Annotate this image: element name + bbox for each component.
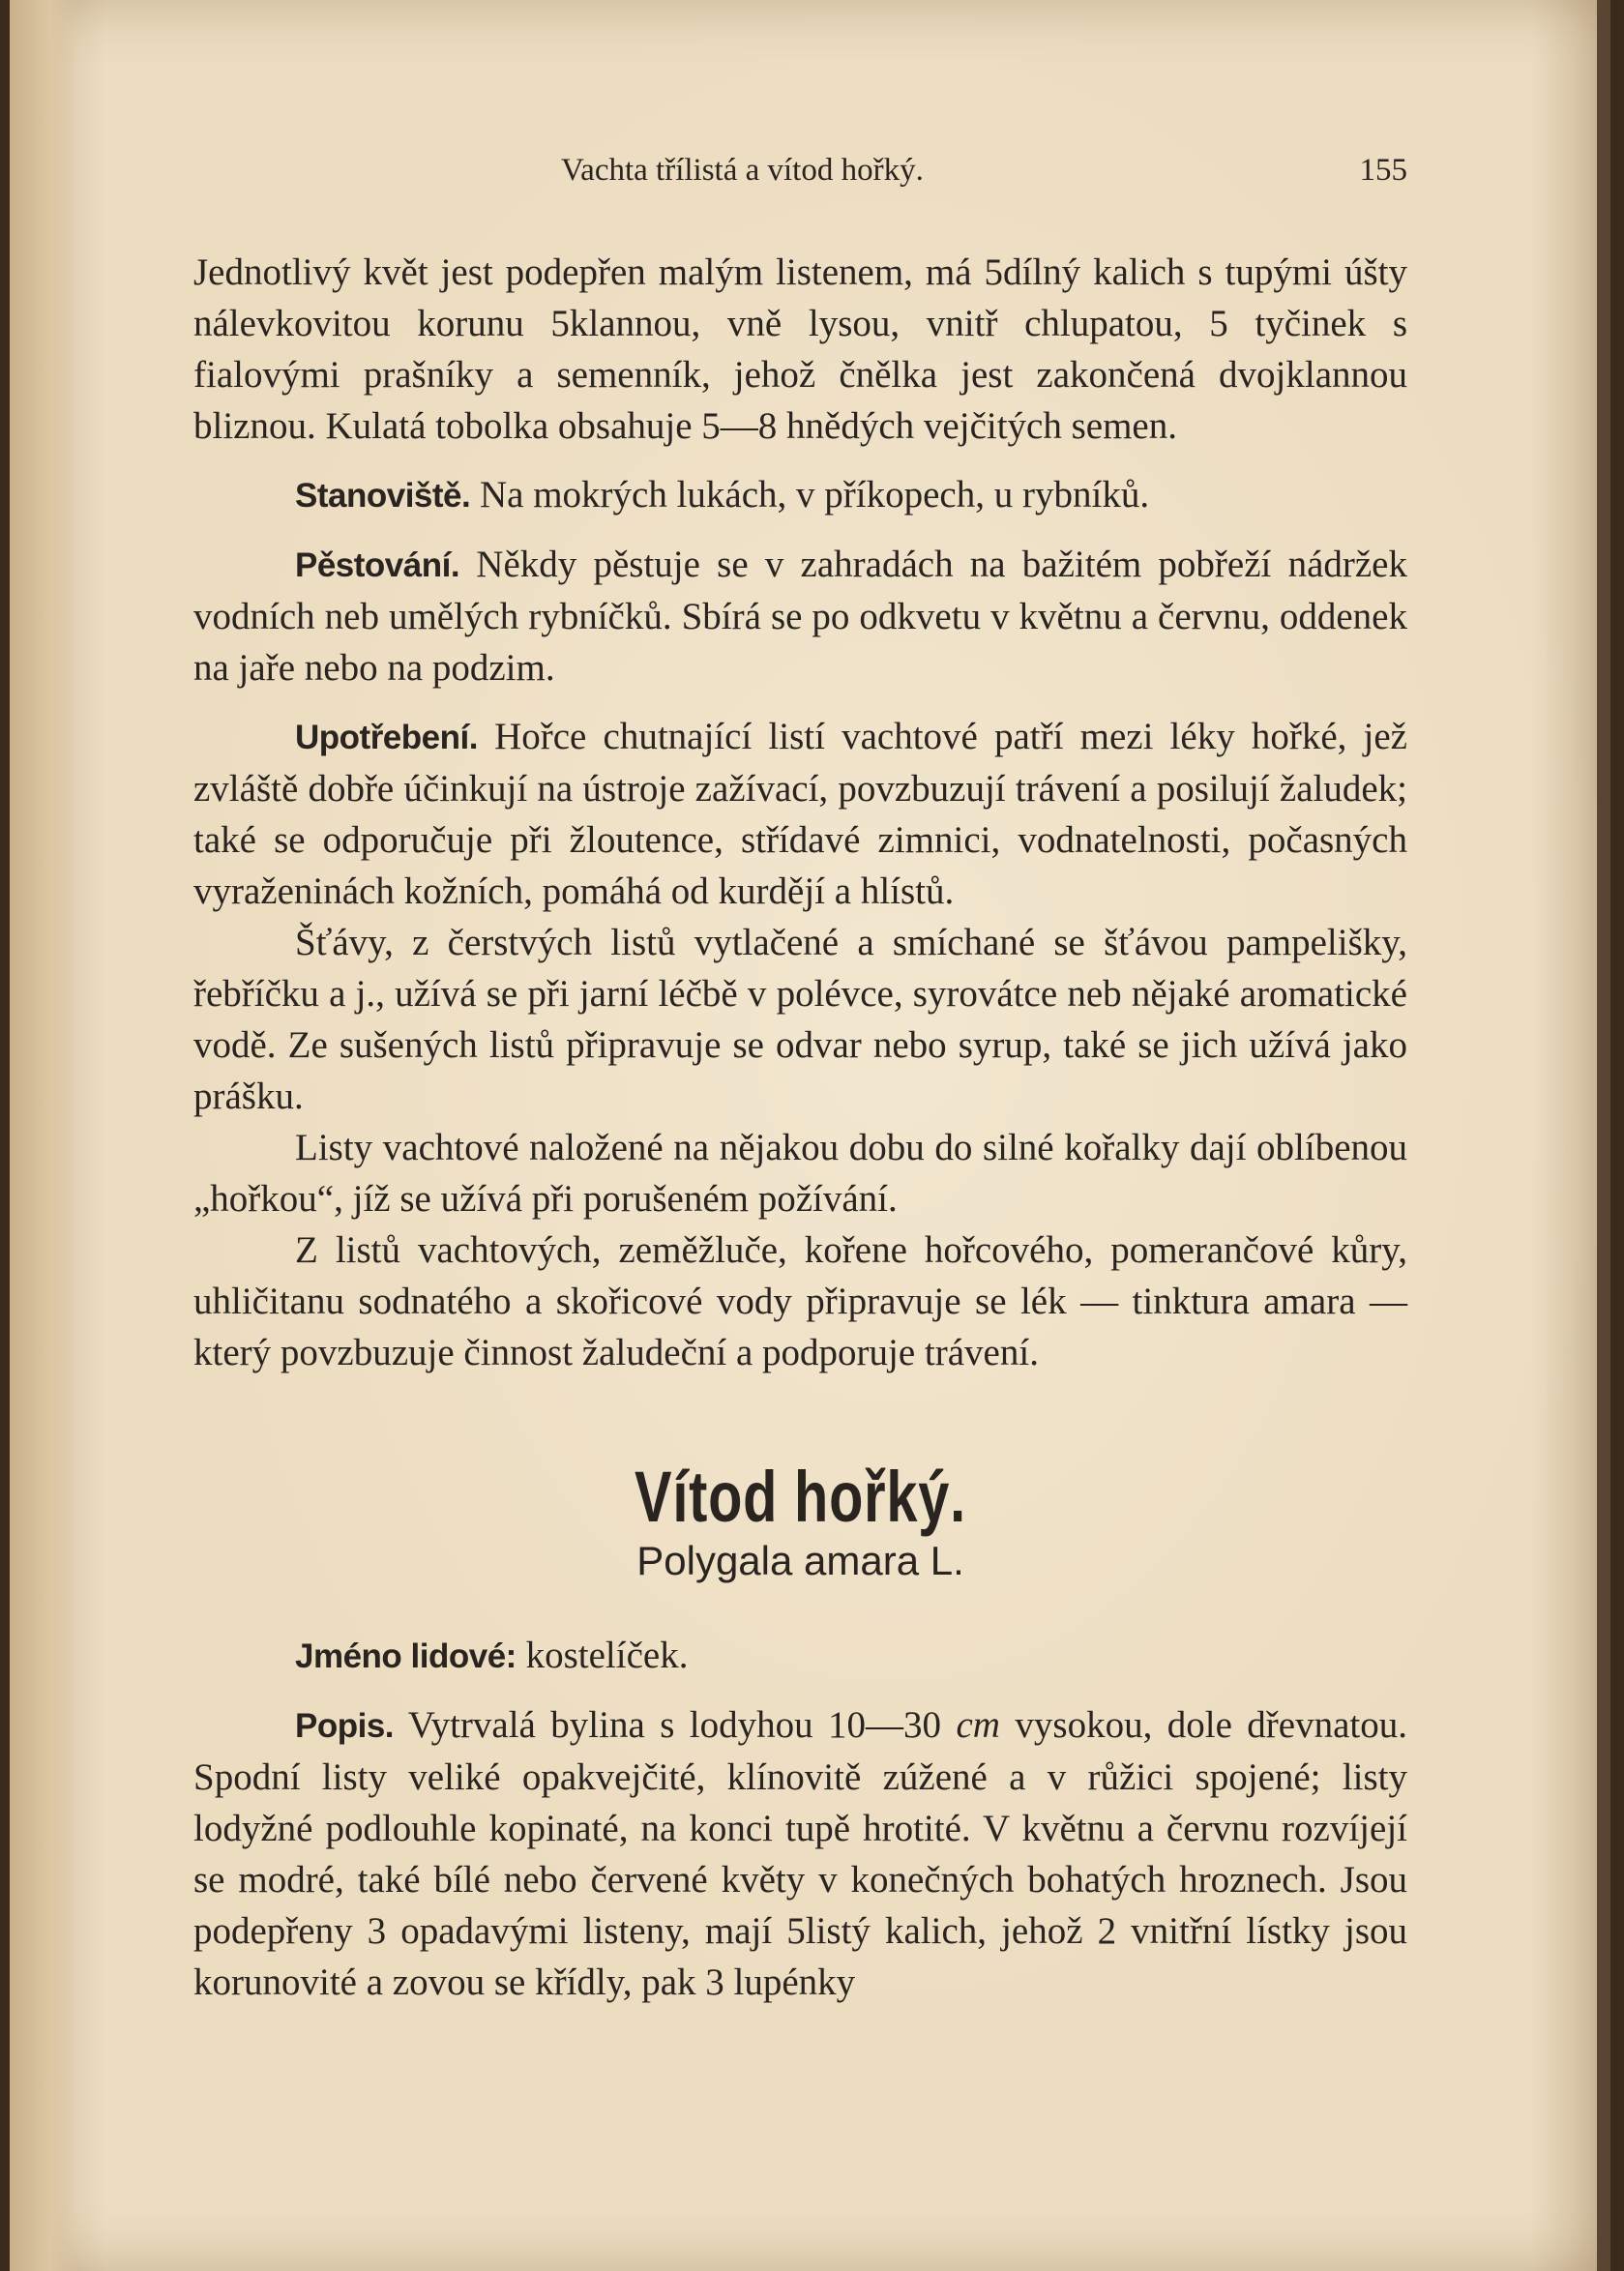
unit-cm: cm	[956, 1704, 1000, 1746]
section-title: Vítod hořký.	[635, 1457, 966, 1537]
paragraph-jmeno	[193, 1630, 1407, 1682]
label-jmeno: Jméno lidové:	[295, 1637, 517, 1675]
book-page	[10, 0, 1610, 2271]
paragraph-z-listu: Z listů vachtových, zeměžluče, kořene hořcového, pomerančové kůry, uhličitanu sodnatého a skořicové vody připravuje se lék — tinktura amara — který povzbuzuje činnost žaludeční a podporuje trávení.	[193, 1229, 1407, 1373]
page-number: 155	[1359, 153, 1407, 188]
paragraph-stanoviste	[193, 469, 1407, 521]
text-pestovani: Někdy pěstuje se v zahradách na bažitém pobřeží nádržek vodních neb umělých rybníčků. Sbírá se po odkvetu v květnu a červnu, oddenek na jaře nebo na podzim.	[193, 544, 1407, 689]
paragraph-popis	[193, 1699, 1407, 2008]
paragraph-listy: Listy vachtové naložené na nějakou dobu do silné kořalky dají oblíbenou „hořkou“, jíž se užívá při porušeném požívání.	[193, 1127, 1407, 1220]
running-title: Vachta třílistá a vítod hořký.	[561, 153, 924, 188]
text-upotrebeni: Hořce chutnající listí vachtové patří mezi léky hořké, jež zvláště dobře účinkují na ústroje zažívací, povzbuzují trávení a posilují žaludek; také se odporučuje při žloutence, střídavé zimnici, vodnatelnosti, počasných vyraženinách kožních, pomáhá od kurdějí a hlístů.	[193, 716, 1407, 912]
label-upotrebeni: Upotřebení.	[295, 719, 478, 756]
latin-name: Polygala amara L.	[636, 1538, 964, 1583]
paragraph-upotrebeni	[193, 711, 1407, 917]
text-stanoviste: Na mokrých lukách, v příkopech, u rybníků.	[470, 474, 1150, 516]
paragraph-continuation: Jednotlivý květ jest podepřen malým listenem, má 5dílný kalich s tupými úšty nálevkovitou korunu 5klannou, vně lysou, vnitř chlupatou, 5 tyčinek s fialovými prašníky a semenník, jehož čnělka jest zakončená dvojklannou bliznou. Kulatá tobolka obsahuje 5—8 hnědých vejčitých semen.	[193, 251, 1407, 447]
page-gutter-shadow	[10, 0, 77, 2271]
label-popis: Popis.	[295, 1707, 395, 1745]
page-right-edge	[1597, 0, 1610, 2271]
section-vitod-body	[193, 1630, 1407, 2008]
paragraph-stavy: Šťávy, z čerstvých listů vytlačené a smíchané se šťávou pampelišky, řebříčku a j., užívá se při jarní léčbě v polévce, syrovátce neb nějaké aromatické vodě. Ze sušených listů připravuje se odvar nebo syrup, také se jich užívá jako prášku.	[193, 922, 1407, 1117]
text-popis-2: vysokou, dole dřevnatou. Spodní listy veliké opakvejčité, klínovitě zúžené a v růžici spojené; listy lodyžné podlouhle kopinaté, na konci tupě hrotité. V květnu a červnu rozvíjejí se modré, také bílé nebo červené květy v konečných bohatých hroznech. Jsou podepřeny 3 opadavými listeny, mají 5listý kalich, jehož 2 vnitřní lístky jsou korunovité a zovou se křídly, pak 3 lupénky	[193, 1704, 1407, 2003]
text-popis-1: Vytrvalá bylina s lodyhou 10—30	[394, 1704, 957, 1746]
label-pestovani: Pěstování.	[295, 546, 460, 584]
text-jmeno: kostelíček.	[516, 1635, 689, 1676]
section-vachta-body	[193, 247, 1407, 1378]
label-stanoviste: Stanoviště.	[295, 477, 471, 515]
running-header	[193, 153, 1407, 197]
paragraph-pestovani	[193, 539, 1407, 693]
